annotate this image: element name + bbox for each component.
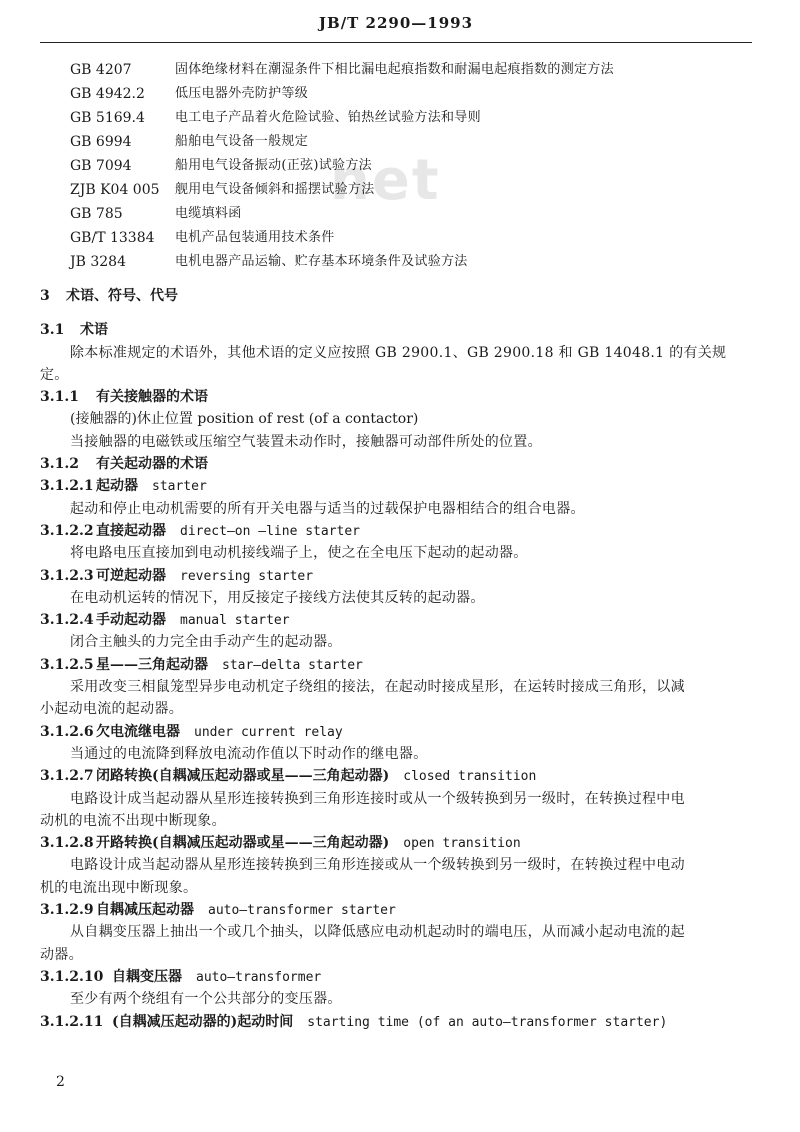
- term-chinese: 自耦变压器: [112, 968, 182, 985]
- term-heading: [40, 609, 755, 631]
- term-number: 3.1.2.10: [40, 968, 104, 985]
- reference-title: 电缆填料函: [175, 206, 242, 221]
- term-heading: [40, 475, 755, 497]
- term-definition: 至少有两个绕组有一个公共部分的变压器。: [70, 991, 342, 1008]
- reference-title: 电机产品包装通用技术条件: [175, 230, 335, 245]
- term-definition: 起动和停止电动机需要的所有开关电器与适当的过载保护电器相结合的组合电器。: [70, 500, 585, 517]
- section-3-1-1-heading: 3.1.1 有关接触器的术语: [40, 389, 208, 406]
- term-chinese: 直接起动器: [96, 522, 166, 539]
- reference-title: 电机电器产品运输、贮存基本环境条件及试验方法: [175, 254, 468, 269]
- reference-row: [70, 154, 760, 178]
- term-heading: [40, 654, 755, 676]
- term-definition: 从自耦变压器上抽出一个或几个抽头，以降低感应电动机起动时的端电压，从而减小起动电流的起: [70, 924, 685, 941]
- reference-code: GB 7094: [70, 158, 132, 174]
- reference-code: ZJB K04 005: [70, 182, 160, 198]
- term-definition: 将电路电压直接加到电动机接线端子上，使之在全电压下起动的起动器。: [70, 545, 528, 562]
- section-3-1-2-heading: 3.1.2 有关起动器的术语: [40, 456, 208, 473]
- normative-references-list: [70, 58, 760, 274]
- reference-title: 舰用电气设备倾斜和摇摆试验方法: [175, 182, 375, 197]
- reference-code: GB/T 13384: [70, 230, 155, 246]
- reference-title: 船用电气设备振动(正弦)试验方法: [175, 158, 372, 173]
- term-number: 3.1.2.7: [40, 768, 94, 785]
- reference-code: GB 5169.4: [70, 110, 145, 126]
- reference-title: 低压电器外壳防护等级: [175, 86, 309, 101]
- term-english: under current relay: [194, 724, 343, 740]
- term-definition: 小起动电流的起动器。: [40, 701, 183, 718]
- reference-code: GB 4942.2: [70, 86, 145, 102]
- term-definition: 在电动机运转的情况下，用反接定子接线方法使其反转的起动器。: [70, 589, 485, 606]
- reference-row: [70, 58, 760, 82]
- term-definition: 当通过的电流降到释放电流动作值以下时动作的继电器。: [70, 745, 428, 762]
- reference-row: [70, 202, 760, 226]
- term-definition: 闭合主触头的力完全由手动产生的起动器。: [70, 634, 342, 651]
- term-chinese: 可逆起动器: [96, 567, 166, 584]
- page-number: 2: [56, 1074, 65, 1090]
- reference-row: [70, 106, 760, 130]
- term-chinese: 自耦减压起动器: [96, 902, 194, 919]
- reference-row: [70, 130, 760, 154]
- term-english: star—delta starter: [222, 657, 363, 673]
- term-english: auto—transformer starter: [208, 903, 396, 919]
- terms-section: [40, 285, 755, 1033]
- term-position-of-rest-definition: 当接触器的电磁铁或压缩空气装置未动作时，接触器可动部件所处的位置。: [70, 433, 542, 450]
- term-chinese: 闭路转换(自耦减压起动器或星——三角起动器): [96, 768, 390, 785]
- term-heading: [40, 565, 755, 587]
- term-number: 3.1.2.6: [40, 723, 94, 740]
- reference-code: GB 6994: [70, 134, 132, 150]
- term-english: open transition: [403, 836, 521, 852]
- section-3-1-intro-cont: 定。: [40, 366, 69, 383]
- starter-terms-list: [40, 475, 755, 1032]
- term-definition: 采用改变三相鼠笼型异步电动机定子绕组的接法，在起动时接成星形，在运转时接成三角形，以减: [70, 679, 685, 696]
- term-definition: 电路设计成当起动器从星形连接转换到三角形连接或从一个级转换到另一级时，在转换过程中电动: [70, 857, 685, 874]
- term-heading: [40, 520, 755, 542]
- term-definition: 动机的电流不出现中断现象。: [40, 812, 226, 829]
- term-number: 3.1.2.5: [40, 656, 94, 673]
- reference-row: [70, 250, 760, 274]
- watermark: net: [330, 148, 441, 213]
- term-chinese: 起动器: [96, 478, 138, 495]
- term-chinese: 星——三角起动器: [96, 656, 208, 673]
- term-heading: [40, 721, 755, 743]
- term-heading: [40, 1011, 755, 1033]
- section-3-1-heading: 3.1 术语: [40, 322, 108, 339]
- term-english: starting time (of an auto—transformer starter): [307, 1014, 668, 1030]
- term-chinese: 开路转换(自耦减压起动器或星——三角起动器): [96, 835, 390, 852]
- term-chinese: (自耦减压起动器的)起动时间: [112, 1013, 294, 1030]
- term-definition: 机的电流出现中断现象。: [40, 879, 198, 896]
- term-chinese: 手动起动器: [96, 612, 166, 629]
- term-number: 3.1.2.4: [40, 612, 94, 629]
- reference-code: JB 3284: [70, 254, 126, 270]
- section-3-1-intro: 除本标准规定的术语外，其他术语的定义应按照 GB 2900.1、GB 2900.18 和 GB 14048.1 的有关规: [70, 344, 727, 361]
- term-number: 3.1.2.3: [40, 567, 94, 584]
- term-number: 3.1.2.9: [40, 902, 94, 919]
- term-position-of-rest: (接触器的)休止位置 position of rest (of a contactor): [70, 411, 419, 428]
- term-heading: [40, 765, 755, 787]
- reference-title: 固体绝缘材料在潮湿条件下相比漏电起痕指数和耐漏电起痕指数的测定方法: [175, 62, 614, 77]
- term-english: starter: [152, 479, 207, 495]
- term-number: 3.1.2.11: [40, 1013, 104, 1030]
- term-heading: [40, 899, 755, 921]
- reference-row: [70, 82, 760, 106]
- header-rule: [40, 42, 752, 43]
- term-chinese: 欠电流继电器: [96, 723, 180, 740]
- term-heading: [40, 832, 755, 854]
- reference-title: 船舶电气设备一般规定: [175, 134, 309, 149]
- term-english: reversing starter: [180, 568, 314, 584]
- term-english: closed transition: [403, 769, 537, 785]
- term-english: manual starter: [180, 613, 290, 629]
- term-number: 3.1.2.8: [40, 835, 94, 852]
- reference-row: [70, 178, 760, 202]
- reference-code: GB 785: [70, 206, 123, 222]
- reference-row: [70, 226, 760, 250]
- term-definition: 电路设计成当起动器从星形连接转换到三角形连接时或从一个级转换到另一级时，在转换过程中电: [70, 790, 685, 807]
- term-english: direct—on —line starter: [180, 523, 361, 539]
- term-number: 3.1.2.1: [40, 478, 94, 495]
- standard-number-header: JB/T 2290—1993: [318, 14, 474, 32]
- term-english: auto—transformer: [196, 969, 322, 985]
- term-number: 3.1.2.2: [40, 522, 94, 539]
- term-definition: 动器。: [40, 946, 83, 963]
- section-3-heading: 3 术语、符号、代号: [40, 288, 178, 304]
- reference-code: GB 4207: [70, 62, 132, 78]
- term-heading: [40, 966, 755, 988]
- reference-title: 电工电子产品着火危险试验、铂热丝试验方法和导则: [175, 110, 481, 125]
